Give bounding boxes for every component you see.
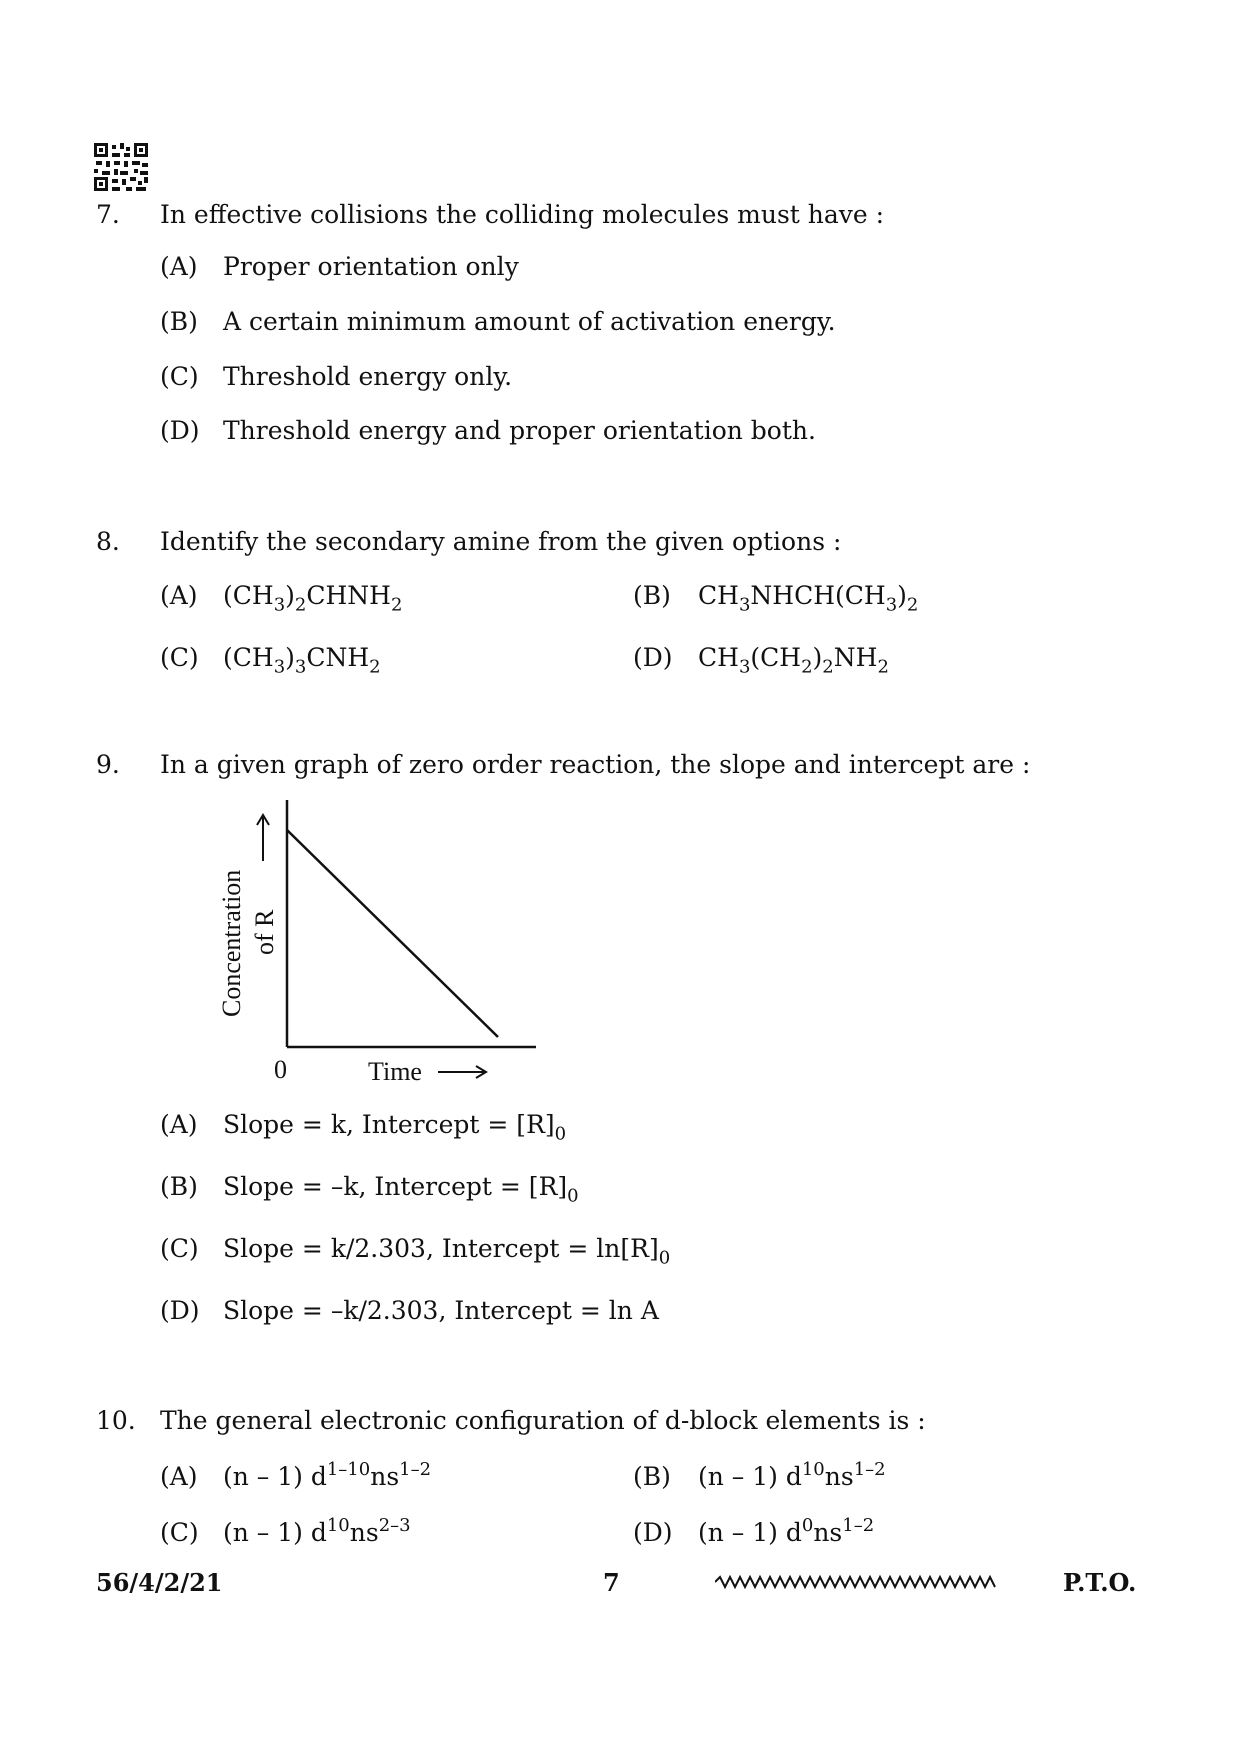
q9-option-a-label: (A) — [160, 1110, 198, 1139]
q8-option-b-label: (B) — [633, 581, 671, 610]
q7-option-d-text: Threshold energy and proper orientation both. — [223, 416, 816, 445]
origin-label: 0 — [274, 1055, 287, 1084]
q8-option-d-label: (D) — [633, 643, 673, 672]
y-axis-label-line2: of R — [250, 909, 279, 955]
q7-option-b-text: A certain minimum amount of activation energy. — [223, 307, 836, 336]
question-10-number: 10. — [96, 1406, 136, 1435]
q7-option-a-label: (A) — [160, 252, 198, 281]
q10-option-b-text: (n – 1) $d^{10}ns^{1-2}$ — [698, 1459, 886, 1491]
question-10-text: The general electronic configuration of d-block elements is : — [160, 1406, 926, 1435]
question-7-number: 7. — [96, 200, 120, 229]
q10-option-d-text: (n – 1) $d^0ns^{1-2}$ — [698, 1515, 875, 1547]
q10-option-a-text: (n – 1) $d^{1-10}ns^{1-2}$ — [223, 1459, 432, 1491]
question-9-text: In a given graph of zero order reaction, the slope and intercept are : — [160, 750, 1031, 779]
concentration-line — [287, 830, 498, 1037]
q10-option-d-label: (D) — [633, 1518, 673, 1547]
q8-option-a-label: (A) — [160, 581, 198, 610]
q10-option-c-label: (C) — [160, 1518, 199, 1547]
page-number: 7 — [603, 1568, 620, 1597]
q9-option-d-label: (D) — [160, 1296, 200, 1325]
q10-option-b-label: (B) — [633, 1462, 671, 1491]
q7-option-c-label: (C) — [160, 362, 199, 391]
q8-option-a-text: $(CH_3)_2CHNH_2$ — [223, 581, 403, 616]
q9-option-b-text: Slope = –k, Intercept = $[R]_0$ — [223, 1172, 579, 1207]
zero-order-graph — [200, 795, 560, 1095]
q10-option-c-text: (n – 1) $d^{10}ns^{2-3}$ — [223, 1515, 411, 1547]
question-8-text: Identify the secondary amine from the given options : — [160, 527, 842, 556]
q10-option-a-label: (A) — [160, 1462, 198, 1491]
question-9-number: 9. — [96, 750, 120, 779]
q9-option-b-label: (B) — [160, 1172, 198, 1201]
q8-option-d-text: $CH_3(CH_2)_2NH_2$ — [698, 643, 889, 678]
q9-option-a-text: Slope = k, Intercept = $[R]_0$ — [223, 1110, 567, 1145]
q7-option-d-label: (D) — [160, 416, 200, 445]
q7-option-a-text: Proper orientation only — [223, 252, 519, 281]
wavy-line-decoration — [715, 1574, 997, 1590]
q8-option-b-text: $CH_3NHCH(CH_3)_2$ — [698, 581, 919, 616]
paper-code: 56/4/2/21 — [96, 1568, 223, 1597]
q7-option-b-label: (B) — [160, 307, 198, 336]
q9-option-c-label: (C) — [160, 1234, 199, 1263]
q8-option-c-text: $(CH_3)_3CNH_2$ — [223, 643, 381, 678]
q9-option-c-text: Slope = k/2.303, Intercept = $\ln[R]_0$ — [223, 1234, 671, 1269]
question-7-text: In effective collisions the colliding molecules must have : — [160, 200, 885, 229]
q8-option-c-label: (C) — [160, 643, 199, 672]
q9-option-d-text: Slope = –k/2.303, Intercept = ln A — [223, 1296, 659, 1325]
question-8-number: 8. — [96, 527, 120, 556]
q7-option-c-text: Threshold energy only. — [223, 362, 513, 391]
x-axis-label: Time — [368, 1057, 422, 1086]
pto-label: P.T.O. — [1063, 1568, 1137, 1597]
y-axis-label-line1: Concentration — [217, 869, 246, 1017]
qr-code — [94, 143, 148, 191]
